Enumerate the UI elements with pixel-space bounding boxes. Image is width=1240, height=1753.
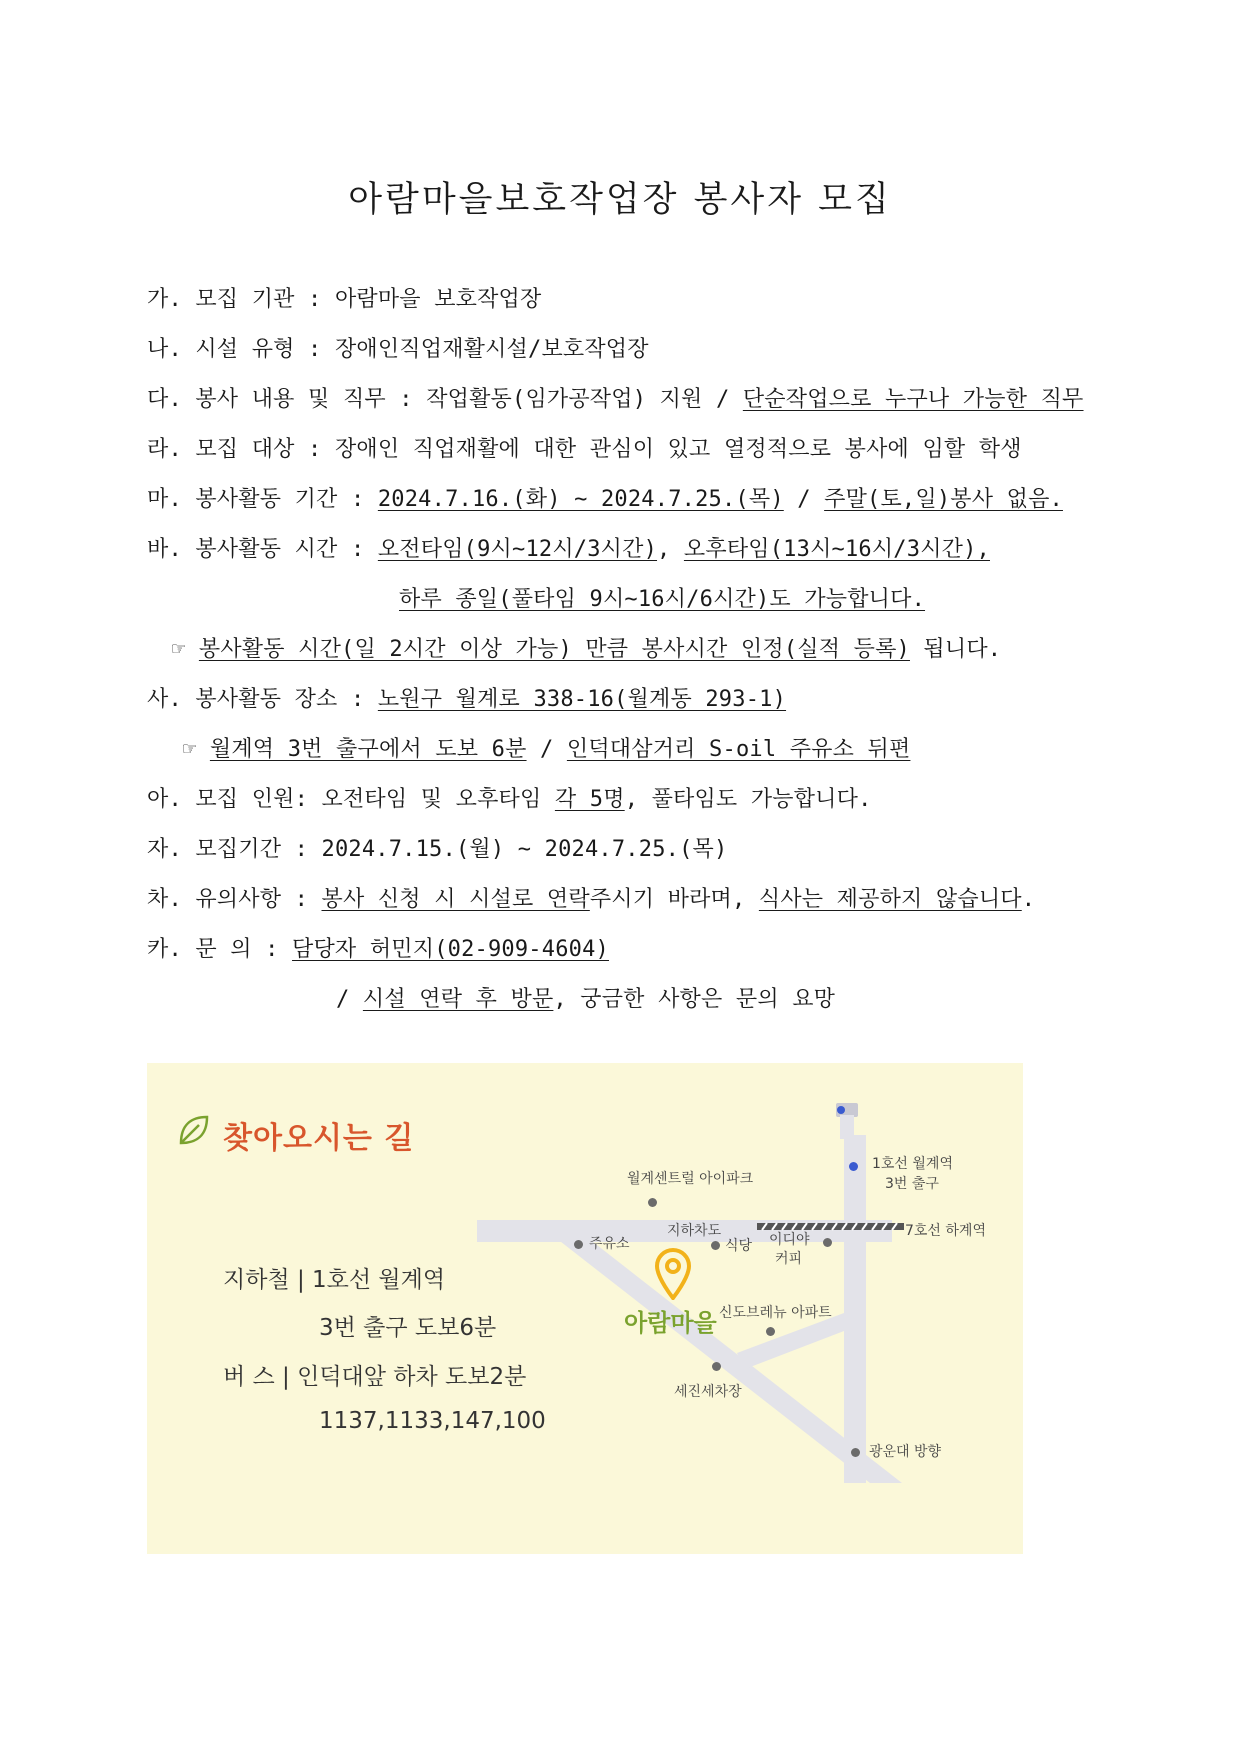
item-ma: 마. 봉사활동 기간 : 2024.7.16.(화) ~ 2024.7.25.(목) / 주말(토,일)봉사 없음. xyxy=(147,487,1063,512)
page-title: 아람마을보호작업장 봉사자 모집 xyxy=(348,180,892,220)
leaf-icon xyxy=(177,1113,211,1147)
landmark-shindo: 신도브레뉴 아파트 xyxy=(719,1305,832,1321)
restaurant-dot xyxy=(711,1241,720,1250)
carwash-dot xyxy=(712,1362,721,1371)
item-da: 다. 봉사 내용 및 직무 : 작업활동(임가공작업) 지원 / 단순작업으로 누구나 가능한 직무 xyxy=(147,387,1084,412)
bus-numbers: 1137,1133,147,100 xyxy=(319,1408,546,1434)
landmark-station: 1호선 월계역 xyxy=(872,1156,953,1172)
item-ra: 라. 모집 대상 : 장애인 직업재활에 대한 관심이 있고 열정적으로 봉사에 임할 학생 xyxy=(147,437,1022,462)
ediya-dot xyxy=(823,1238,832,1247)
item-cha: 차. 유의사항 : 봉사 신청 시 시설로 연락주시기 바라며, 식사는 제공하지 않습니다. xyxy=(147,887,1036,912)
subway-label: 지하철 | 1호선 월계역 xyxy=(223,1267,446,1293)
map-title: 찾아오시는 길 xyxy=(223,1121,415,1156)
subway-detail: 3번 출구 도보6분 xyxy=(319,1315,497,1341)
item-ka: 카. 문 의 : 담당자 허민지(02-909-4604) xyxy=(147,937,609,962)
landmark-underpass: 지하차도 xyxy=(667,1223,722,1239)
landmark-restaurant: 식당 xyxy=(725,1238,753,1254)
landmark-dot xyxy=(648,1198,657,1207)
station-icon xyxy=(832,1101,862,1141)
item-ba: 바. 봉사활동 시간 : 오전타임(9시~12시/3시간), 오후타임(13시~16시/3시간), xyxy=(147,537,990,562)
item-sa: 사. 봉사활동 장소 : 노원구 월계로 338-16(월계동 293-1) xyxy=(147,687,787,712)
kwangwoon-dot xyxy=(851,1448,860,1457)
note-volunteer-hours: ☞ 봉사활동 시간(일 2시간 이상 가능) 만큼 봉사시간 인정(실적 등록) 됩니다. xyxy=(172,637,1002,662)
landmark-hagye: 7호선 하계역 xyxy=(905,1223,986,1239)
landmark-aram-maeul: 아람마을 xyxy=(624,1309,717,1337)
landmark-gas-station: 주유소 xyxy=(589,1236,630,1252)
location-pin-icon xyxy=(653,1248,693,1300)
landmark-ediya: 이디야 xyxy=(769,1232,810,1248)
item-ga: 가. 모집 기관 : 아람마을 보호작업장 xyxy=(147,287,542,312)
gas-dot xyxy=(574,1240,583,1249)
item-ja: 자. 모집기간 : 2024.7.15.(월) ~ 2024.7.25.(목) xyxy=(147,837,728,862)
bus-label: 버 스 | 인덕대앞 하차 도보2분 xyxy=(223,1364,527,1390)
landmark-apartment-top: 월계센트럴 아이파크 xyxy=(627,1171,754,1187)
directions-map xyxy=(147,1063,1023,1554)
item-ba-fullday: 하루 종일(풀타임 9시~16시/6시간)도 가능합니다. xyxy=(399,587,926,612)
landmark-carwash: 세진세차장 xyxy=(674,1384,742,1400)
landmark-kwangwoon: 광운대 방향 xyxy=(869,1444,942,1460)
landmark-ediya-coffee: 커피 xyxy=(775,1251,803,1267)
item-na: 나. 시설 유형 : 장애인직업재활시설/보호작업장 xyxy=(147,337,649,362)
item-a: 아. 모집 인원: 오전타임 및 오후타임 각 5명, 풀타임도 가능합니다. xyxy=(147,787,872,812)
note-directions: ☞ 월계역 3번 출구에서 도보 6분 / 인덕대삼거리 S-oil 주유소 뒤편 xyxy=(183,737,911,762)
station-dot xyxy=(849,1162,858,1171)
item-ka-line2: / 시설 연락 후 방문, 궁금한 사항은 문의 요망 xyxy=(336,987,836,1012)
landmark-station-exit: 3번 출구 xyxy=(885,1176,939,1192)
shindo-dot xyxy=(766,1327,775,1336)
